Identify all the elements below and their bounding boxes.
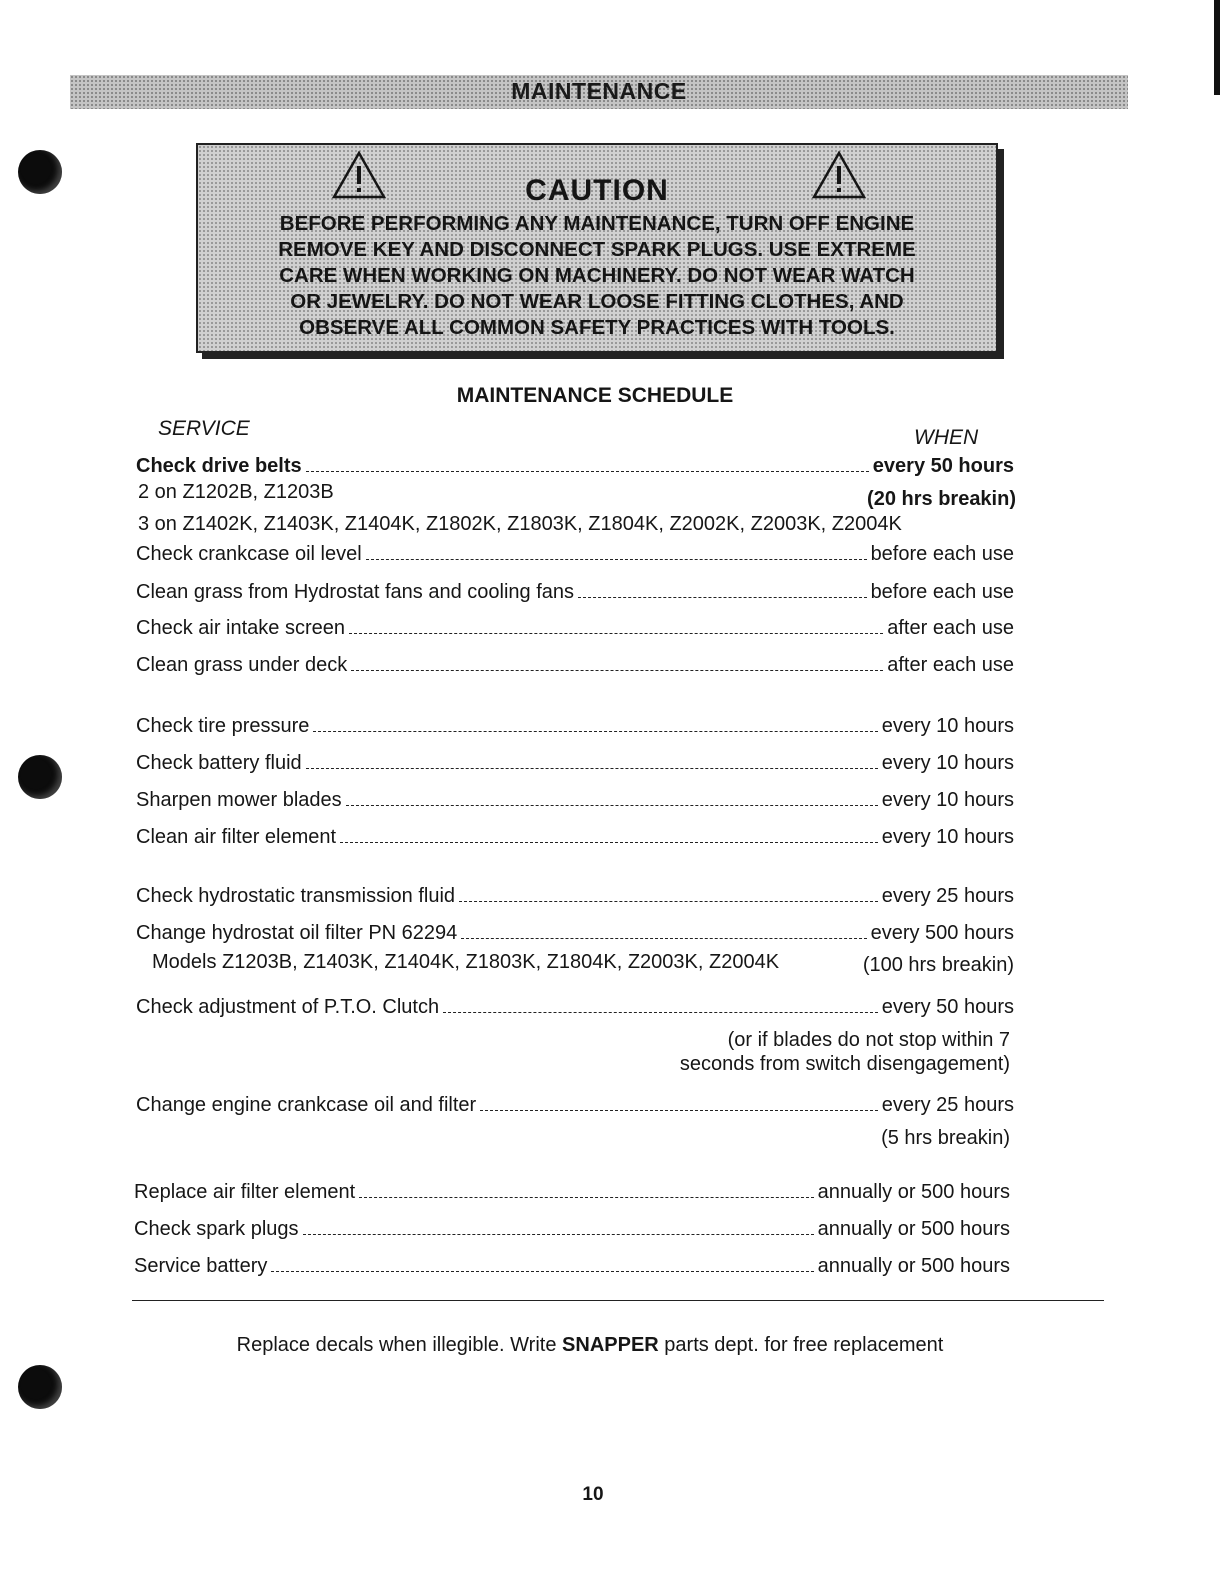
- divider-line: [132, 1300, 1104, 1301]
- interval-label: after each use: [887, 617, 1014, 639]
- service-label: Replace air filter element: [134, 1181, 356, 1203]
- leader-dashes: [271, 1271, 813, 1272]
- schedule-row: [136, 922, 1014, 948]
- schedule-title: MAINTENANCE SCHEDULE: [456, 384, 734, 407]
- leader-dashes: [459, 901, 878, 902]
- leader-dashes: [346, 805, 878, 806]
- section-banner: [70, 75, 1128, 109]
- leader-dashes: [480, 1110, 877, 1111]
- interval-label: every 10 hours: [881, 789, 1014, 811]
- interval-label: annually or 500 hours: [817, 1181, 1010, 1203]
- schedule-row: [134, 1218, 1010, 1244]
- service-label: Sharpen mower blades: [136, 789, 342, 811]
- service-label: Check drive belts: [136, 455, 302, 477]
- leader-dashes: [303, 1234, 814, 1235]
- pto-note: (or if blades do not stop within 7: [727, 1029, 1010, 1051]
- leader-dashes: [340, 842, 878, 843]
- schedule-row: [136, 543, 1014, 569]
- caution-text-line: BEFORE PERFORMING ANY MAINTENANCE, TURN OFF ENGINE: [279, 212, 915, 235]
- caution-text-line: REMOVE KEY AND DISCONNECT SPARK PLUGS. USE EXTREME: [278, 238, 916, 261]
- schedule-row: [136, 996, 1014, 1022]
- footer-text: Replace decals when illegible. Write: [236, 1334, 563, 1356]
- service-label: Check battery fluid: [136, 752, 302, 774]
- caution-box: [196, 143, 998, 353]
- schedule-row: [136, 752, 1014, 778]
- drive-belts-models: 3 on Z1402K, Z1403K, Z1404K, Z1802K, Z1803K, Z1804K, Z2002K, Z2003K, Z2004K: [138, 513, 902, 535]
- hydro-filter-models: Models Z1203B, Z1403K, Z1404K, Z1803K, Z1804K, Z2003K, Z2004K: [152, 951, 780, 973]
- schedule-row: [136, 715, 1014, 741]
- footer-text: parts dept. for free replacement: [658, 1334, 944, 1356]
- binder-hole-middle: [18, 755, 62, 799]
- service-label: Change hydrostat oil filter PN 62294: [136, 922, 458, 944]
- service-label: Check adjustment of P.T.O. Clutch: [136, 996, 440, 1018]
- section-title: MAINTENANCE: [511, 78, 687, 104]
- caution-text-line: OR JEWELRY. DO NOT WEAR LOOSE FITTING CLOTHES, AND: [290, 290, 904, 313]
- service-label: Change engine crankcase oil and filter: [136, 1094, 477, 1116]
- service-label: Clean air filter element: [136, 826, 337, 848]
- caution-title: CAUTION: [525, 174, 669, 207]
- leader-dashes: [351, 670, 883, 671]
- leader-dashes: [359, 1197, 813, 1198]
- drive-belts-note: 2 on Z1202B, Z1203B: [138, 481, 334, 503]
- schedule-row: [136, 789, 1014, 815]
- schedule-row: [136, 617, 1014, 643]
- engine-oil-breakin: (5 hrs breakin): [881, 1127, 1010, 1149]
- caution-text-line: OBSERVE ALL COMMON SAFETY PRACTICES WITH TOOLS.: [299, 316, 895, 339]
- interval-label: every 500 hours: [870, 922, 1014, 944]
- schedule-row: [134, 1255, 1010, 1281]
- interval-label: annually or 500 hours: [817, 1255, 1010, 1277]
- leader-dashes: [366, 559, 867, 560]
- leader-dashes: [443, 1012, 878, 1013]
- interval-label: before each use: [870, 543, 1014, 565]
- leader-dashes: [313, 731, 877, 732]
- interval-label: every 25 hours: [881, 885, 1014, 907]
- service-label: Check air intake screen: [136, 617, 345, 639]
- service-label: Service battery: [134, 1255, 268, 1277]
- interval-label: every 25 hours: [881, 1094, 1014, 1116]
- service-label: Check tire pressure: [136, 715, 310, 737]
- brand-name: SNAPPER: [562, 1334, 659, 1356]
- interval-label: every 10 hours: [881, 752, 1014, 774]
- interval-label: every 10 hours: [881, 826, 1014, 848]
- interval-label: after each use: [887, 654, 1014, 676]
- schedule-row: [136, 1094, 1014, 1120]
- decal-replacement-note: [0, 1334, 1180, 1357]
- page-number: 10: [582, 1484, 604, 1505]
- service-label: Check spark plugs: [134, 1218, 299, 1240]
- when-column-header: WHEN: [914, 426, 979, 449]
- binder-hole-top: [18, 150, 62, 194]
- interval-label: annually or 500 hours: [817, 1218, 1010, 1240]
- pto-note: seconds from switch disengagement): [679, 1053, 1010, 1075]
- leader-dashes: [306, 471, 869, 472]
- caution-text-line: CARE WHEN WORKING ON MACHINERY. DO NOT WEAR WATCH: [279, 264, 915, 287]
- service-label: Check crankcase oil level: [136, 543, 362, 565]
- schedule-row: [134, 1181, 1010, 1207]
- leader-dashes: [306, 768, 878, 769]
- service-label: Clean grass under deck: [136, 654, 348, 676]
- binder-hole-bottom: [18, 1365, 62, 1409]
- schedule-row-drive-belts: [136, 455, 1014, 481]
- leader-dashes: [461, 938, 866, 939]
- service-column-header: SERVICE: [158, 417, 250, 440]
- page-edge-shadow: [1214, 0, 1220, 95]
- service-label: Clean grass from Hydrostat fans and cooling fans: [136, 581, 574, 603]
- interval-label: before each use: [870, 581, 1014, 603]
- schedule-row: [136, 885, 1014, 911]
- leader-dashes: [349, 633, 883, 634]
- schedule-row: [136, 581, 1014, 607]
- interval-label: every 50 hours: [881, 996, 1014, 1018]
- interval-label: every 10 hours: [881, 715, 1014, 737]
- drive-belts-breakin: (20 hrs breakin): [867, 488, 1016, 510]
- hydro-filter-breakin: (100 hrs breakin): [862, 954, 1014, 976]
- interval-label: every 50 hours: [872, 455, 1014, 477]
- service-label: Check hydrostatic transmission fluid: [136, 885, 456, 907]
- schedule-row: [136, 826, 1014, 852]
- leader-dashes: [578, 597, 867, 598]
- schedule-row: [136, 654, 1014, 680]
